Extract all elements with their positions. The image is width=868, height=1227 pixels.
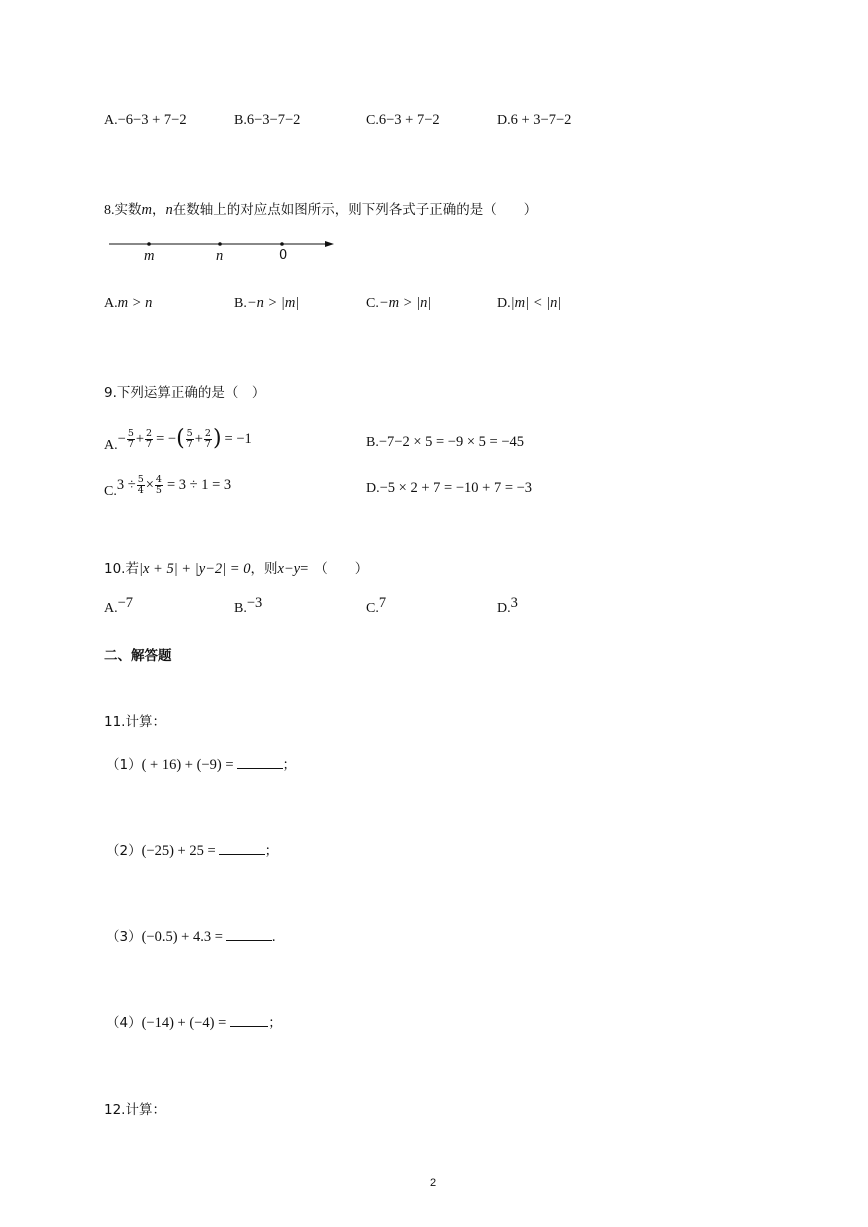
- q7-option-a: A. −6−3 + 7−2: [104, 112, 187, 128]
- number-line-figure: [104, 234, 344, 270]
- q8-option-c: C. −m > |n|: [366, 295, 432, 311]
- section-heading: 二、解答题: [104, 648, 172, 664]
- axis-label-n: n: [216, 248, 224, 264]
- q9-option-b: B. −7−2 × 5 = −9 × 5 = −45: [366, 434, 525, 450]
- q11-item-4: （4） (−14) + (−4) = ；: [106, 1011, 282, 1032]
- q10-stem: 10.若 |x + 5| + |y−2| = 0 ，则 x−y = （ ）: [104, 561, 369, 577]
- fraction: $\frac{5}{7}$: [186, 427, 193, 450]
- q12-title: 12.计算：: [104, 1102, 166, 1118]
- q10-option-b: B. −3: [234, 595, 263, 616]
- q9-option-c: C. 3 ÷ $\frac{5}{4}$ × $\frac{4}{5}$ = 3 ÷ 1 = 3: [104, 473, 232, 499]
- q7-option-b-expr: 6−3−7−2: [246, 112, 301, 128]
- q8-option-b: B. −n > |m|: [234, 295, 300, 311]
- page-number: 2: [430, 1177, 437, 1189]
- fraction: $\frac{5}{4}$: [137, 473, 144, 496]
- q7-option-d: D. 6 + 3−7−2: [497, 112, 572, 128]
- q11-title: 11.计算：: [104, 714, 166, 730]
- q10-option-a: A. −7: [104, 595, 134, 616]
- point-n: [218, 242, 222, 246]
- fraction: $\frac{5}{7}$: [127, 427, 134, 450]
- q11-item-2: （2） (−25) + 25 = ；: [106, 839, 278, 860]
- q10-option-c: C. 7: [366, 595, 387, 616]
- point-zero: [280, 242, 284, 246]
- q8-option-a: A. m > n: [104, 295, 153, 311]
- answer-blank[interactable]: [237, 754, 283, 769]
- q7-option-b: B. 6−3−7−2: [234, 112, 301, 128]
- q7-option-c-expr: 6−3 + 7−2: [378, 112, 440, 128]
- number-line-arrow: [325, 241, 334, 247]
- fraction: $\frac{4}{5}$: [155, 473, 162, 496]
- fraction: $\frac{2}{7}$: [146, 427, 153, 450]
- answer-blank[interactable]: [230, 1012, 268, 1027]
- q7-option-d-expr: 6 + 3−7−2: [510, 112, 572, 128]
- q9-stem: 9.下列运算正确的是（ ）: [104, 385, 266, 401]
- q8-stem: 8. 实数 m ， n 在数轴上的对应点如图所示，则下列各式子正确的是（ ）: [104, 202, 538, 218]
- q11-item-1: （1） ( + 16) + (−9) = ；: [106, 753, 296, 774]
- fraction: $\frac{2}{7}$: [204, 427, 211, 450]
- q10-option-d: D. 3: [497, 595, 518, 616]
- point-m: [147, 242, 151, 246]
- q9-option-d: D. −5 × 2 + 7 = −10 + 7 = −3: [366, 480, 533, 496]
- q7-option-c: C. 6−3 + 7−2: [366, 112, 440, 128]
- answer-blank[interactable]: [219, 840, 265, 855]
- right-paren: ): [212, 426, 222, 451]
- answer-blank[interactable]: [226, 926, 272, 941]
- q8-option-d: D. |m| < |n|: [497, 295, 562, 311]
- q11-item-3: （3） (−0.5) + 4.3 = .: [106, 925, 276, 946]
- left-paren: (: [176, 426, 185, 451]
- q7-option-a-expr: −6−3 + 7−2: [117, 112, 187, 128]
- q9-option-a: A. − $\frac{5}{7}$ + $\frac{2}{7}$ = − ( $\frac{5}{7}$ + $\frac{2}{7}$ ) = −1: [104, 426, 252, 453]
- axis-label-zero: 0: [279, 248, 288, 263]
- axis-label-m: m: [144, 248, 155, 264]
